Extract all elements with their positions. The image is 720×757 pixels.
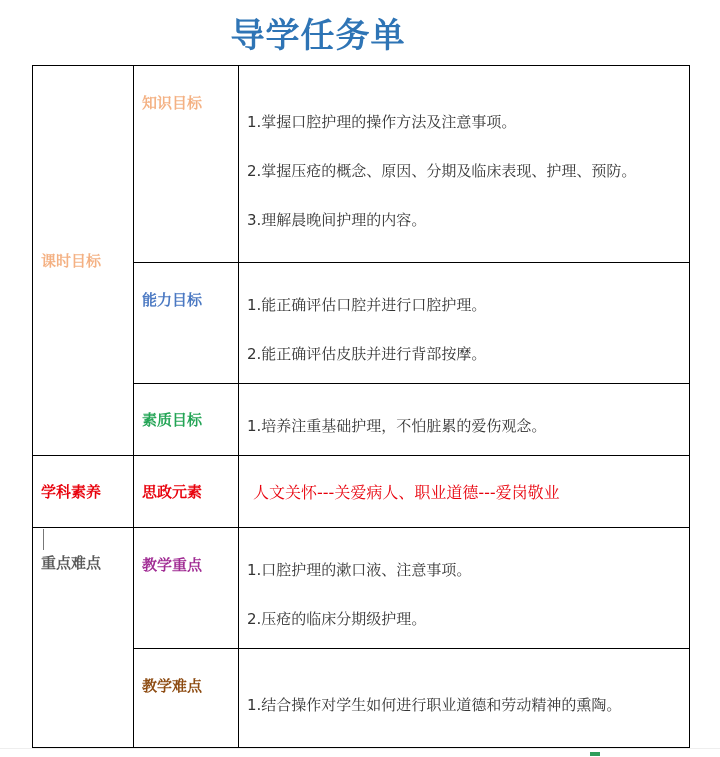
subcategory-quality: 素质目标 [134, 384, 239, 456]
list-item: 2.能正确评估皮肤并进行背部按摩。 [247, 345, 487, 363]
footer-mark [590, 752, 600, 756]
quality-content [239, 384, 690, 456]
focus-content [239, 528, 690, 649]
divider-stub [43, 529, 44, 550]
difficulty-content [239, 649, 690, 748]
footer-divider [0, 748, 720, 749]
list-item: 1.口腔护理的漱口液、注意事项。 [247, 561, 472, 579]
page-title: 导学任务单 [230, 16, 406, 56]
subcategory-ideology: 思政元素 [134, 456, 239, 528]
task-table [32, 65, 690, 748]
list-item: 1.培养注重基础护理，不怕脏累的爱伤观念。 [247, 417, 547, 435]
category-key-points: 重点难点 [33, 528, 134, 748]
table-row [33, 528, 690, 649]
list-item: 2.掌握压疮的概念、原因、分期及临床表现、护理、预防。 [247, 161, 637, 180]
category-discipline: 学科素养 [33, 456, 134, 528]
list-item: 1.结合操作对学生如何进行职业道德和劳动精神的熏陶。 [247, 695, 622, 714]
knowledge-content [239, 66, 690, 263]
subcategory-knowledge: 知识目标 [134, 66, 239, 263]
list-item: 2.压疮的临床分期级护理。 [247, 610, 427, 628]
category-course-goals: 课时目标 [33, 66, 134, 456]
ideology-content: 人文关怀---关爱病人、职业道德---爱岗敬业 [239, 456, 690, 528]
subcategory-focus: 教学重点 [134, 528, 239, 649]
table-row [33, 66, 690, 263]
ability-content [239, 263, 690, 384]
subcategory-ability: 能力目标 [134, 263, 239, 384]
subcategory-difficulty: 教学难点 [134, 649, 239, 748]
list-item: 1.掌握口腔护理的操作方法及注意事项。 [247, 112, 517, 131]
list-item: 1.能正确评估口腔并进行口腔护理。 [247, 296, 487, 314]
table-row [33, 456, 690, 528]
list-item: 3.理解晨晚间护理的内容。 [247, 210, 427, 229]
